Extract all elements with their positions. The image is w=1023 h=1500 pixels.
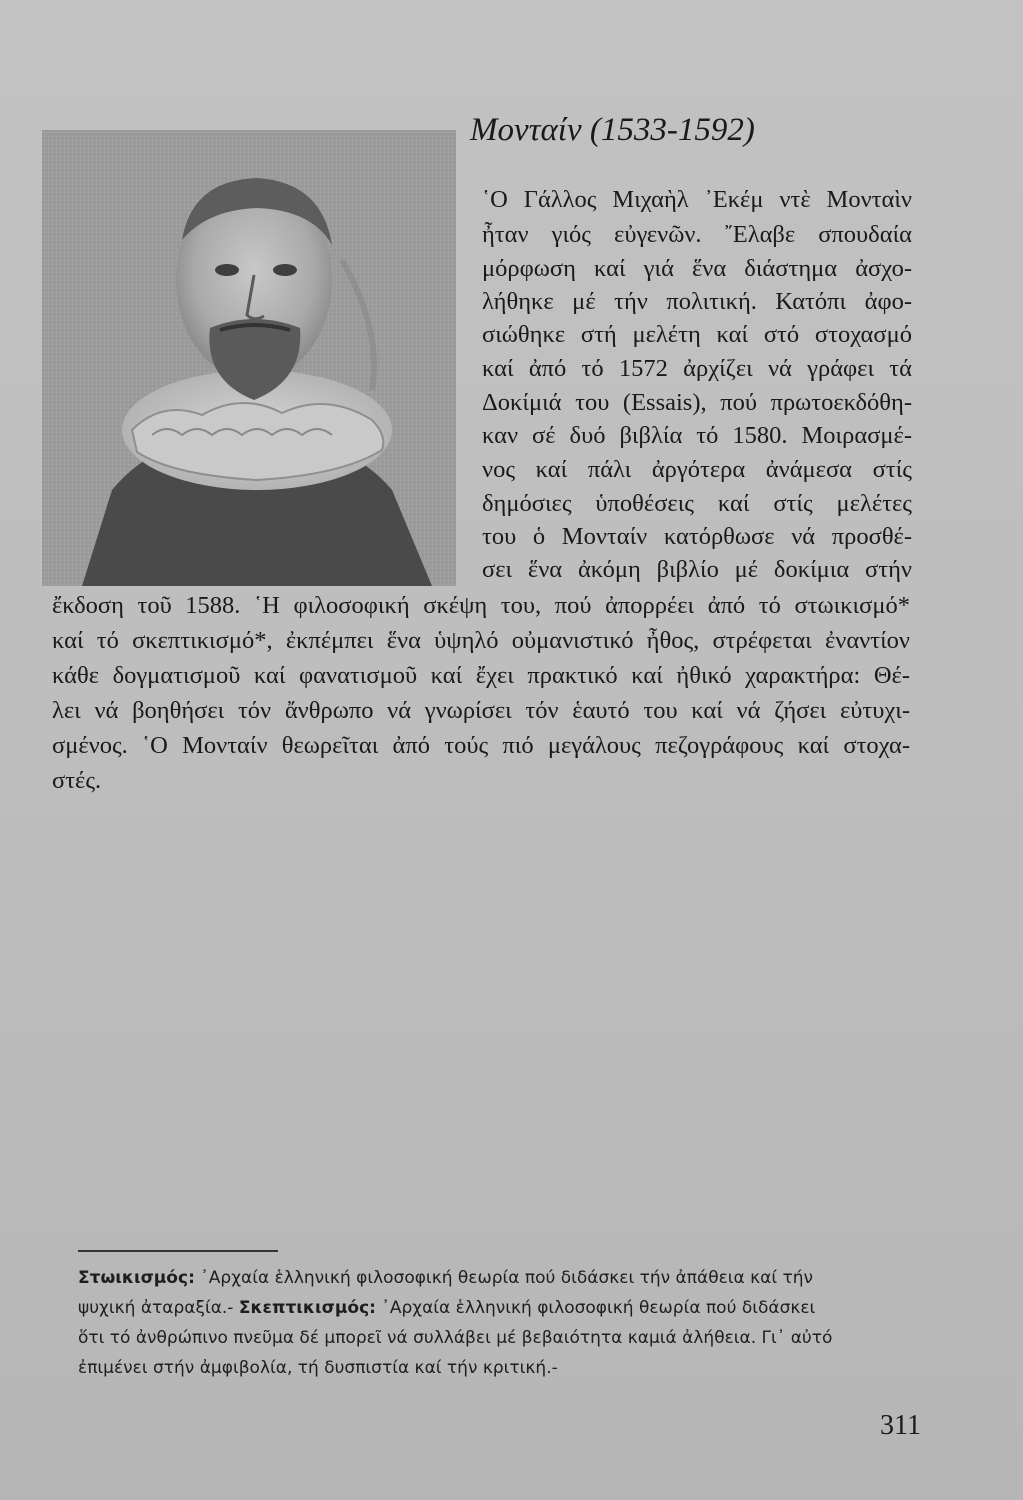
body-line: κάθε δογματισμοῦ καί φανατισμοῦ καί ἔχει πρακτικό καί ἠθικό χαρακτήρα: Θέ-: [52, 662, 910, 689]
body-line: Δοκίμιά του (Essais), πού πρωτοεκδόθη-: [482, 389, 912, 416]
body-line: στές.: [52, 767, 102, 794]
body-line: μόρφωση καί γιά ἕνα διάστημα ἀσχο-: [482, 255, 912, 282]
body-line: ῾Ο Γάλλος Μιχαὴλ ᾿Εκέμ ντὲ Μονταὶν: [482, 186, 912, 213]
body-line: σιώθηκε στή μελέτη καί στό στοχασμό: [482, 321, 912, 348]
body-line: δημόσιες ὑποθέσεις καί στίς μελέτες: [482, 490, 912, 517]
footnote-text: ᾿Αρχαία ἑλληνική φιλοσοφική θεωρία πού διδάσκει: [375, 1298, 816, 1318]
footnote-text: ψυχική ἀταραξία.-: [78, 1298, 239, 1318]
body-line: καί ἀπό τό 1572 ἀρχίζει νά γράφει τά: [482, 355, 912, 382]
body-line: νος καί πάλι ἀργότερα ἀνάμεσα στίς: [482, 456, 912, 483]
footnote-line: ὅτι τό ἀνθρώπινο πνεῦμα δέ μπορεῖ νά συλλάβει μέ βεβαιότητα καμιά ἀλήθεια. Γι᾿ αὐτό: [78, 1328, 833, 1348]
body-line: σμένος. ῾Ο Μονταίν θεωρεῖται ἀπό τούς πιό μεγάλους πεζογράφους καί στοχα-: [52, 732, 910, 759]
body-line: καί τό σκεπτικισμό*, ἐκπέμπει ἕνα ὑψηλό οὐμανιστικό ἦθος, στρέφεται ἐναντίον: [52, 627, 910, 654]
page-number: 311: [880, 1410, 921, 1441]
body-line: σει ἕνα ἀκόμη βιβλίο μέ δοκίμια στήν: [482, 556, 912, 583]
footnote-line: ἐπιμένει στήν ἀμφιβολία, τή δυσπιστία καί τήν κριτική.-: [78, 1358, 558, 1378]
footnote-term: Σκεπτικισμός:: [238, 1298, 376, 1318]
footnote-line: [78, 1298, 815, 1318]
footnote-rule: [78, 1250, 278, 1252]
body-line: λήθηκε μέ τήν πολιτική. Κατόπι ἀφο-: [482, 288, 912, 315]
body-line: του ὁ Μονταίν κατόρθωσε νά προσθέ-: [482, 523, 912, 550]
body-line: ἔκδοση τοῦ 1588. ῾Η φιλοσοφική σκέψη του, πού ἀπορρέει ἀπό τό στωικισμό*: [52, 592, 910, 619]
footnote-line: [78, 1268, 813, 1288]
body-line: ἦταν γιός εὐγενῶν. ῎Ελαβε σπουδαία: [482, 221, 912, 248]
body-line: λει νά βοηθήσει τόν ἄνθρωπο νά γνωρίσει τόν ἑαυτό του καί νά ζήσει εὐτυχι-: [52, 697, 910, 724]
body-line: καν σέ δυό βιβλία τό 1580. Μοιρασμέ-: [482, 422, 912, 449]
footnote-term: Στωικισμός:: [78, 1268, 195, 1288]
footnote-text: ᾿Αρχαία ἑλληνική φιλοσοφική θεωρία πού διδάσκει τήν ἀπάθεια καί τήν: [194, 1268, 814, 1288]
portrait-image: [42, 130, 456, 586]
bleed-through-text: [60, 820, 960, 1220]
page-title: Μονταίν (1533-1592): [470, 112, 755, 148]
